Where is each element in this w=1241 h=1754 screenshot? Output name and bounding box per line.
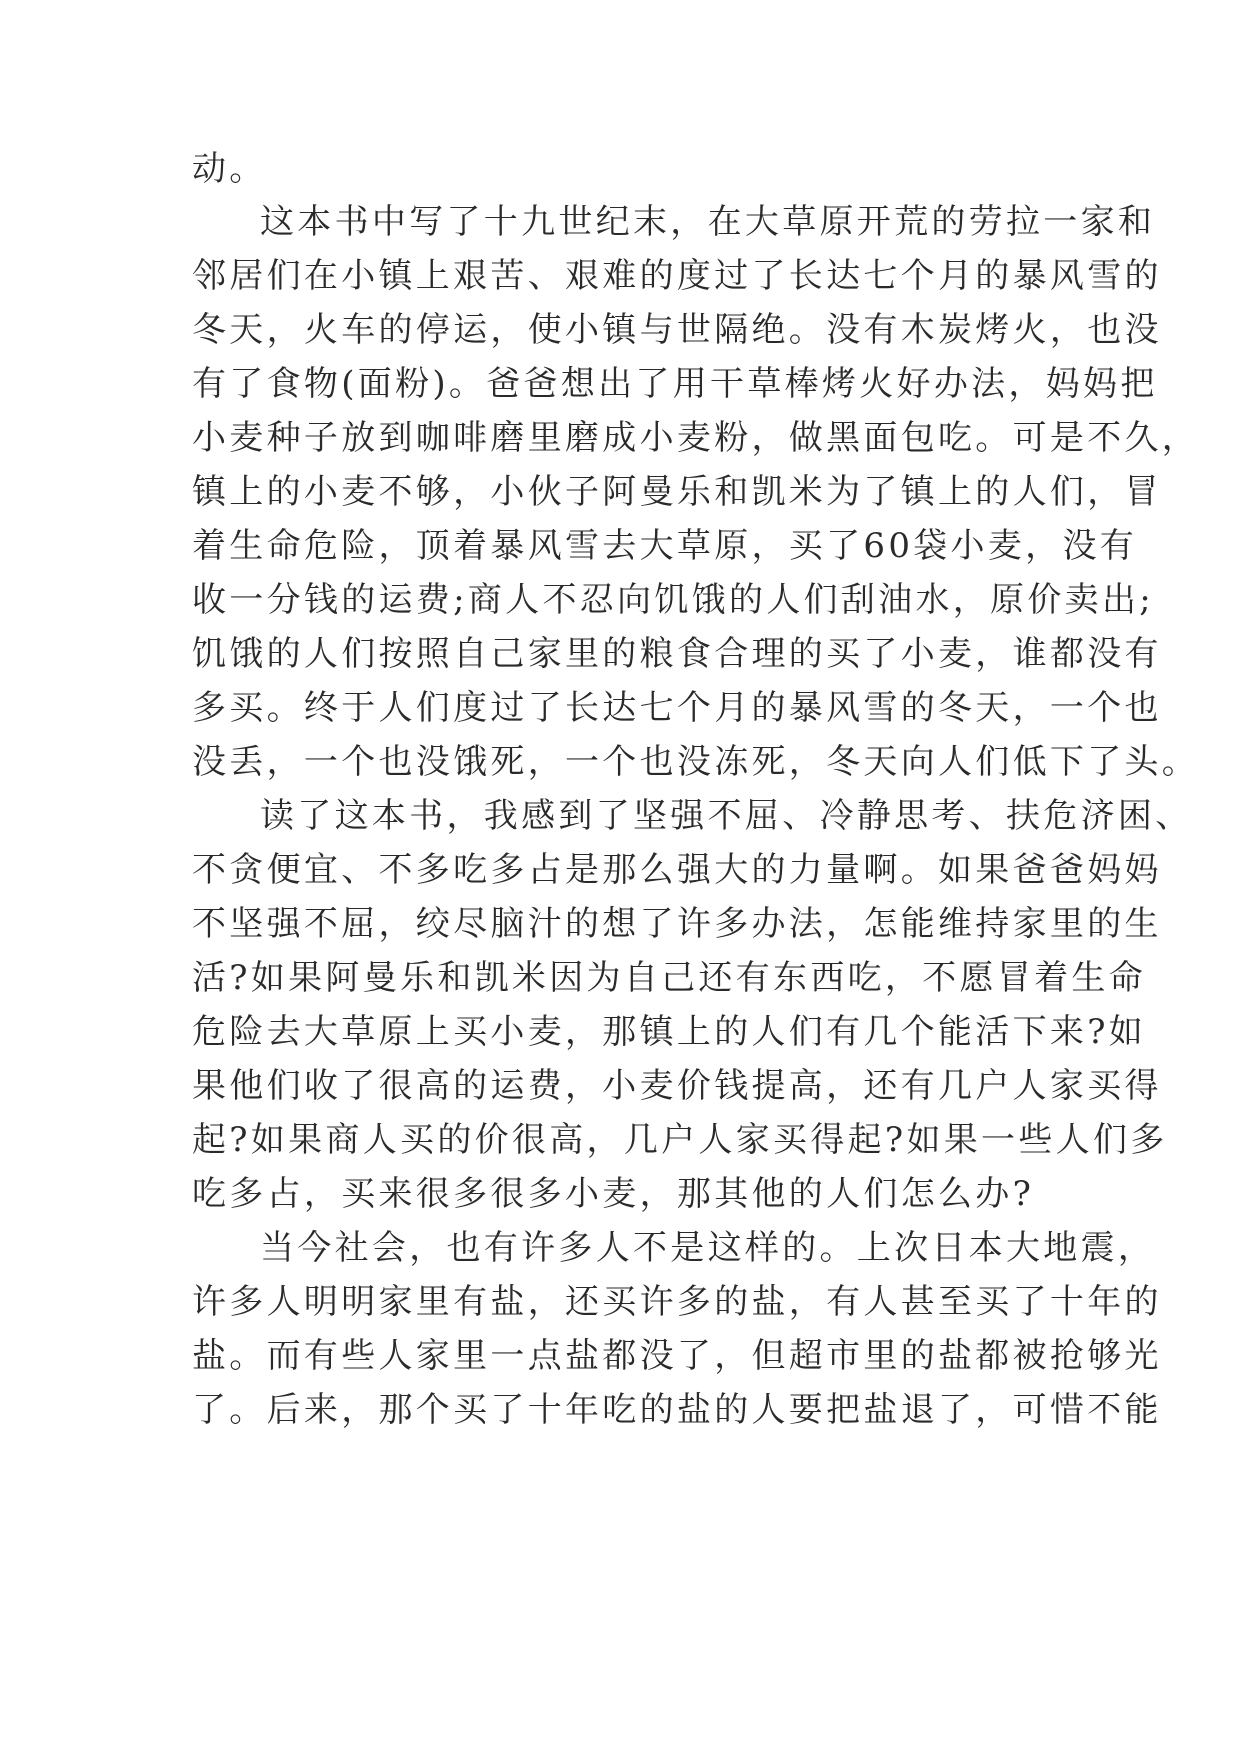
text-line: 邻居们在小镇上艰苦、艰难的度过了长达七个月的暴风雪的 [192, 256, 1162, 296]
text-line: 多买。终于人们度过了长达七个月的暴风雪的冬天，一个也 [192, 688, 1162, 728]
paragraph-first-line: 当今社会，也有许多人不是这样的。上次日本大地震， [260, 1228, 1156, 1268]
text-line: 有了食物(面粉)。爸爸想出了用干草棒烤火好办法，妈妈把 [192, 364, 1158, 404]
text-line: 收一分钱的运费;商人不忍向饥饿的人们刮油水，原价卖出; [192, 580, 1155, 620]
text-line: 了。后来，那个买了十年吃的盐的人要把盐退了，可惜不能 [192, 1390, 1162, 1430]
text-line: 吃多占，买来很多很多小麦，那其他的人们怎么办? [192, 1174, 1035, 1214]
text-line: 许多人明明家里有盐，还买许多的盐，有人甚至买了十年的 [192, 1282, 1162, 1322]
paragraph-first-line: 读了这本书，我感到了坚强不屈、冷静思考、扶危济困、 [260, 796, 1193, 836]
text-line: 不贪便宜、不多吃多占是那么强大的力量啊。如果爸爸妈妈 [192, 850, 1162, 890]
text-line: 动。 [192, 149, 267, 189]
text-line: 不坚强不屈，绞尽脑汁的想了许多办法，怎能维持家里的生 [192, 904, 1162, 944]
text-line: 危险去大草原上买小麦，那镇上的人们有几个能活下来?如 [192, 1012, 1147, 1052]
text-line: 没丢，一个也没饿死，一个也没冻死，冬天向人们低下了头。 [192, 742, 1200, 782]
text-line: 着生命危险，顶着暴风雪去大草原，买了60袋小麦，没有 [192, 526, 1138, 566]
text-line: 活?如果阿曼乐和凯米因为自己还有东西吃，不愿冒着生命 [192, 958, 1147, 998]
paragraph-first-line: 这本书中写了十九世纪末，在大草原开荒的劳拉一家和 [260, 202, 1156, 242]
text-line: 冬天，火车的停运，使小镇与世隔绝。没有木炭烤火，也没 [192, 310, 1162, 350]
text-line: 起?如果商人买的价很高，几户人家买得起?如果一些人们多 [192, 1120, 1168, 1160]
text-line: 盐。而有些人家里一点盐都没了，但超市里的盐都被抢够光 [192, 1336, 1162, 1376]
text-line: 饥饿的人们按照自己家里的粮食合理的买了小麦，谁都没有 [192, 634, 1162, 674]
text-line: 小麦种子放到咖啡磨里磨成小麦粉，做黑面包吃。可是不久， [192, 418, 1200, 458]
text-line: 果他们收了很高的运费，小麦价钱提高，还有几户人家买得 [192, 1066, 1162, 1106]
text-line: 镇上的小麦不够，小伙子阿曼乐和凯米为了镇上的人们，冒 [192, 472, 1162, 512]
